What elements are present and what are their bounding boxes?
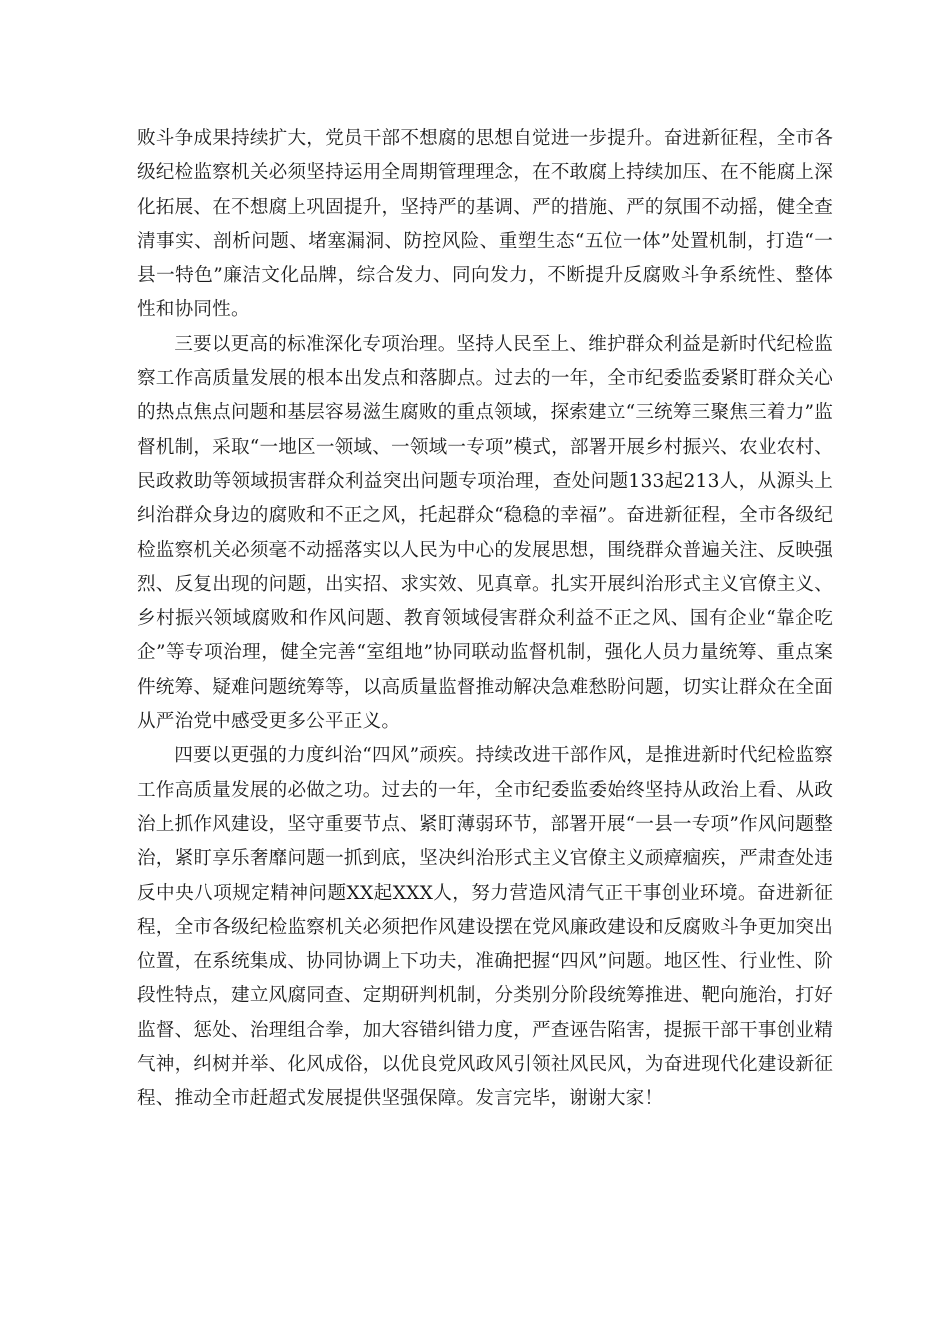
paragraph-section-three: 三要以更高的标准深化专项治理。坚持人民至上、维护群众利益是新时代纪检监察工作高质量发展的根本出发点和落脚点。过去的一年，全市纪委监委紧盯群众关心的热点焦点问题和基层容易滋生腐败的重点领域，探索建立“三统筹三聚焦三着力”监督机制，采取“一地区一领域、一领域一专项”模式，部署开展乡村振兴、农业农村、民政救助等领域损害群众利益突出问题专项治理，查处问题133起213人，从源头上纠治群众身边的腐败和不正之风，托起群众“稳稳的幸福”。奋进新征程，全市各级纪检监察机关必须毫不动摇落实以人民为中心的发展思想，围绕群众普遍关注、反映强烈、反复出现的问题，出实招、求实效、见真章。扎实开展纠治形式主义官僚主义、乡村振兴领域腐败和作风问题、教育领域侵害群众利益不正之风、国有企业“靠企吃企”等专项治理，健全完善“室组地”协同联动监督机制，强化人员力量统筹、重点案件统筹、疑难问题统筹等，以高质量监督推动解决急难愁盼问题，切实让群众在全面从严治党中感受更多公平正义。 [137, 333, 833, 733]
document-body [137, 122, 833, 1117]
paragraph-section-four: 四要以更强的力度纠治“四风”顽疾。持续改进干部作风，是推进新时代纪检监察工作高质量发展的必做之功。过去的一年，全市纪委监委始终坚持从政治上看、从政治上抓作风建设，坚守重要节点、紧盯薄弱环节，部署开展“一县一专项”作风问题整治，紧盯享乐奢靡问题一抓到底，坚决纠治形式主义官僚主义顽瘴痼疾，严肃查处违反中央八项规定精神问题XX起XXX人，努力营造风清气正干事创业环境。奋进新征程，全市各级纪检监察机关必须把作风建设摆在党风廉政建设和反腐败斗争更加突出位置，在系统集成、协同协调上下功夫，准确把握“四风”问题。地区性、行业性、阶段性特点，建立风腐同查、定期研判机制，分类别分阶段统筹推进、靶向施治，打好监督、惩处、治理组合拳，加大容错纠错力度，严查诬告陷害，提振干部干事创业精气神，纠树并举、化风成俗，以优良党风政风引领社风民风，为奋进现代化建设新征程、推动全市赶超式发展提供坚强保障。发言完毕，谢谢大家！ [137, 745, 833, 1110]
paragraph-continuation: 败斗争成果持续扩大，党员干部不想腐的思想自觉进一步提升。奋进新征程，全市各级纪检监察机关必须坚持运用全周期管理理念，在不敢腐上持续加压、在不能腐上深化拓展、在不想腐上巩固提升，坚持严的基调、严的措施、严的氛围不动摇，健全查清事实、剖析问题、堵塞漏洞、防控风险、重塑生态“五位一体”处置机制，打造“一县一特色”廉洁文化品牌，综合发力、同向发力，不断提升反腐败斗争系统性、整体性和协同性。 [137, 128, 833, 321]
